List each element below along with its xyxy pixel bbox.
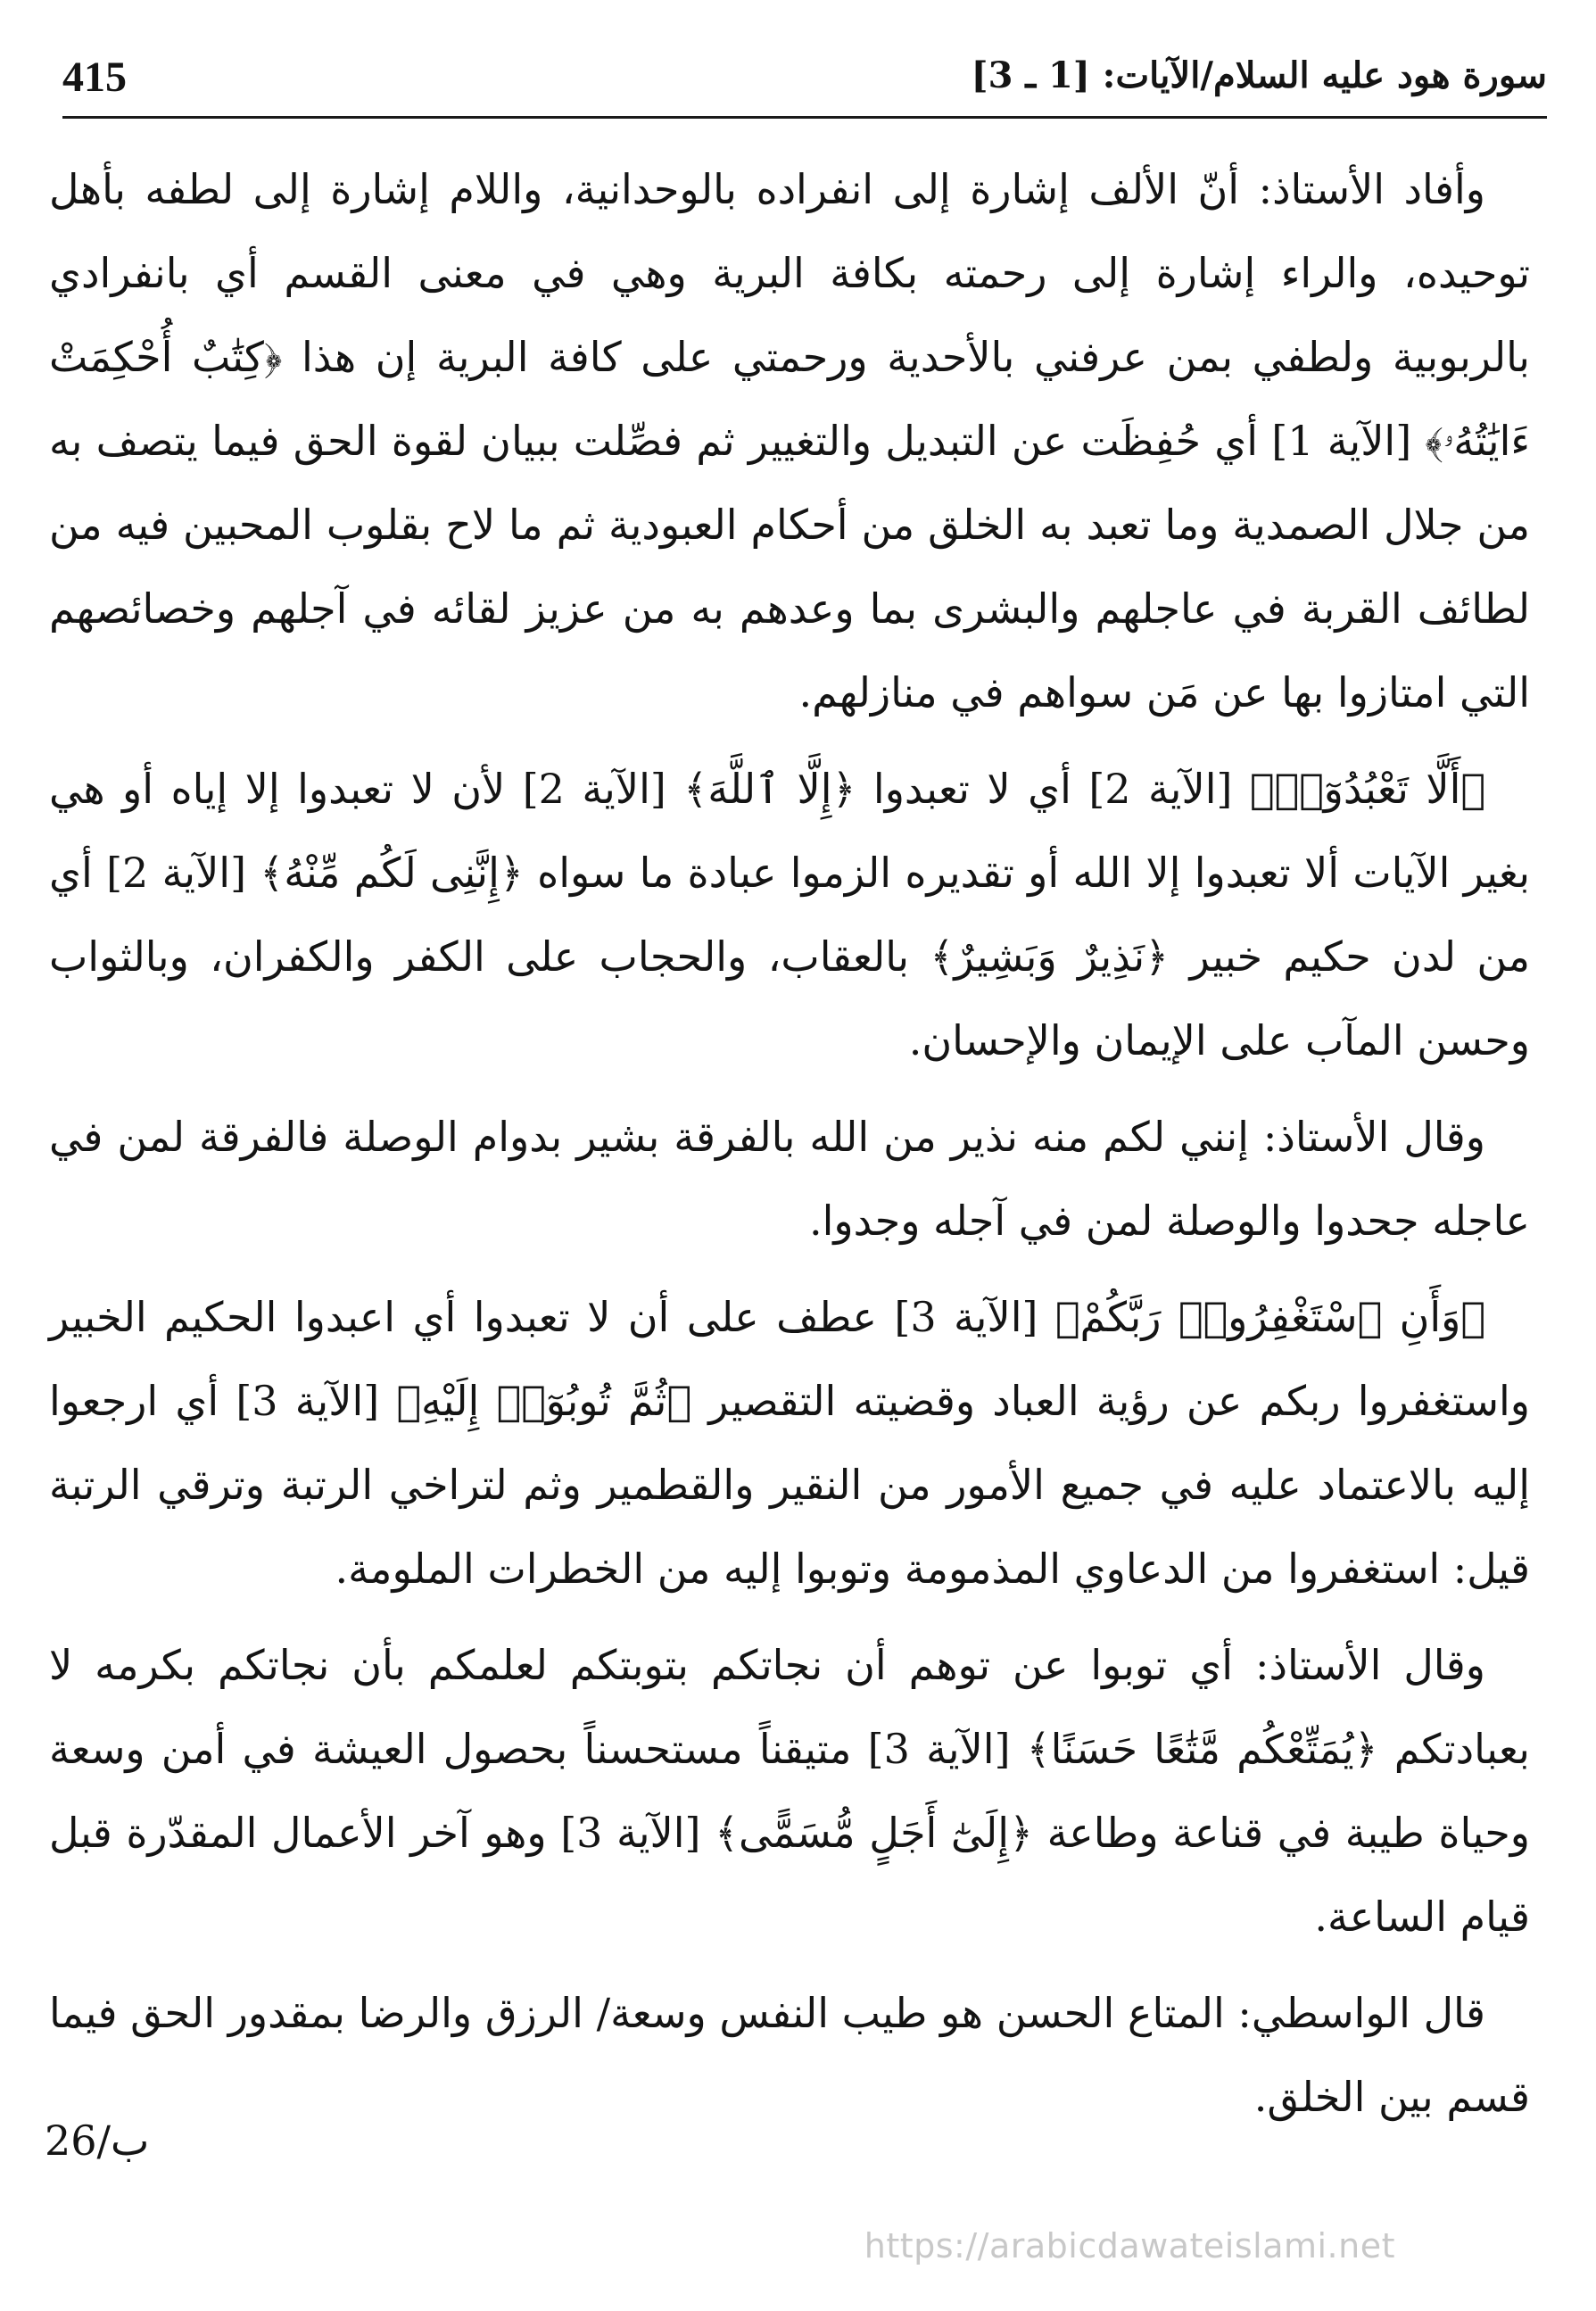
paragraph-6: قال الواسطي: المتاع الحسن هو طيب النفس وسعة/ الرزق والرضا بمقدور الحق فيما قسم بين الخلق. (49, 1989, 1530, 2121)
paragraph-2: ﴿أَلَّا تَعْبُدُوٓا۟﴾ [الآية 2] أي لا تعبدوا ﴿إِلَّا ٱللَّهَ﴾ [الآية 2] لأن لا تعبدوا إلا إياه أو هي بغير الآيات ألا تعبدوا إلا الله أو تقديره الزموا عبادة ما سواه ﴿إِنَّنِى لَكُم مِّنْهُ﴾ [الآية 2] أي من لدن حكيم خبير ﴿نَذِيرٌ وَبَشِيرٌ﴾ بالعقاب، والحجاب على الكفر والكفران، وبالثواب وحسن المآب على الإيمان والإحسان. (49, 765, 1531, 1064)
page-header (62, 49, 1547, 119)
manuscript-folio-marker: 26/ب (45, 2116, 150, 2165)
running-title: سورة هود عليه السلام/الآيات: [1 ـ 3] (971, 54, 1547, 96)
watermark-url: https://arabicdawateislami.net (864, 2226, 1395, 2265)
paragraph-1: وأفاد الأستاذ: أنّ الألف إشارة إلى انفراده بالوحدانية، واللام إشارة إلى لطفه بأهل توحيده، والراء إشارة إلى رحمته بكافة البرية وهي في معنى القسم أي بانفرادي بالربوبية ولطفي بمن عرفني بالأحدية ورحمتي على كافة البرية إن هذا ﴿كِتَٰبٌ أُحْكِمَتْ ءَايَٰتُهُۥ﴾ [الآية 1] أي حُفِظَت عن التبديل والتغيير ثم فصِّلت ببيان لقوة الحق فيما يتصف به من جلال الصمدية وما تعبد به الخلق من أحكام العبودية ثم ما لاح بقلوب المحبين فيه من لطائف القربة في عاجلهم والبشرى بما وعدهم به من عزيز لقائه في آجلهم وخصائصهم التي امتازوا بها عن مَن سواهم في منازلهم. (49, 165, 1531, 716)
body-text (49, 147, 1530, 2151)
page-number: 415 (62, 54, 127, 101)
paragraph-3: وقال الأستاذ: إنني لكم منه نذير من الله بالفرقة بشير بدوام الوصلة فالفرقة لمن في عاجله جحدوا والوصلة لمن في آجله وجدوا. (49, 1113, 1530, 1245)
paragraph-5: وقال الأستاذ: أي توبوا عن توهم أن نجاتكم بتوبتكم لعلمكم بأن نجاتكم بكرمه لا بعبادتكم ﴿يُمَتِّعْكُم مَّتَٰعًا حَسَنًا﴾ [الآية 3] متيقناً مستحسناً بحصول العيشة في أمن وسعة وحياة طيبة في قناعة وطاعة ﴿إِلَىٰٓ أَجَلٍ مُّسَمًّى﴾ [الآية 3] وهو آخر الأعمال المقدّرة قبل قيام الساعة. (49, 1641, 1531, 1941)
paragraph-4: ﴿وَأَنِ ٱسْتَغْفِرُوا۟ رَبَّكُمْ﴾ [الآية 3] عطف على أن لا تعبدوا أي اعبدوا الحكيم الخبير واستغفروا ربكم عن رؤية العباد وقضيته التقصير ﴿ثُمَّ تُوبُوٓا۟ إِلَيْهِ﴾ [الآية 3] أي ارجعوا إليه بالاعتماد عليه في جميع الأمور من النقير والقطمير وثم لتراخي الرتبة وترقي الرتبة قيل: استغفروا من الدعاوي المذمومة وتوبوا إليه من الخطرات الملومة. (49, 1293, 1530, 1593)
